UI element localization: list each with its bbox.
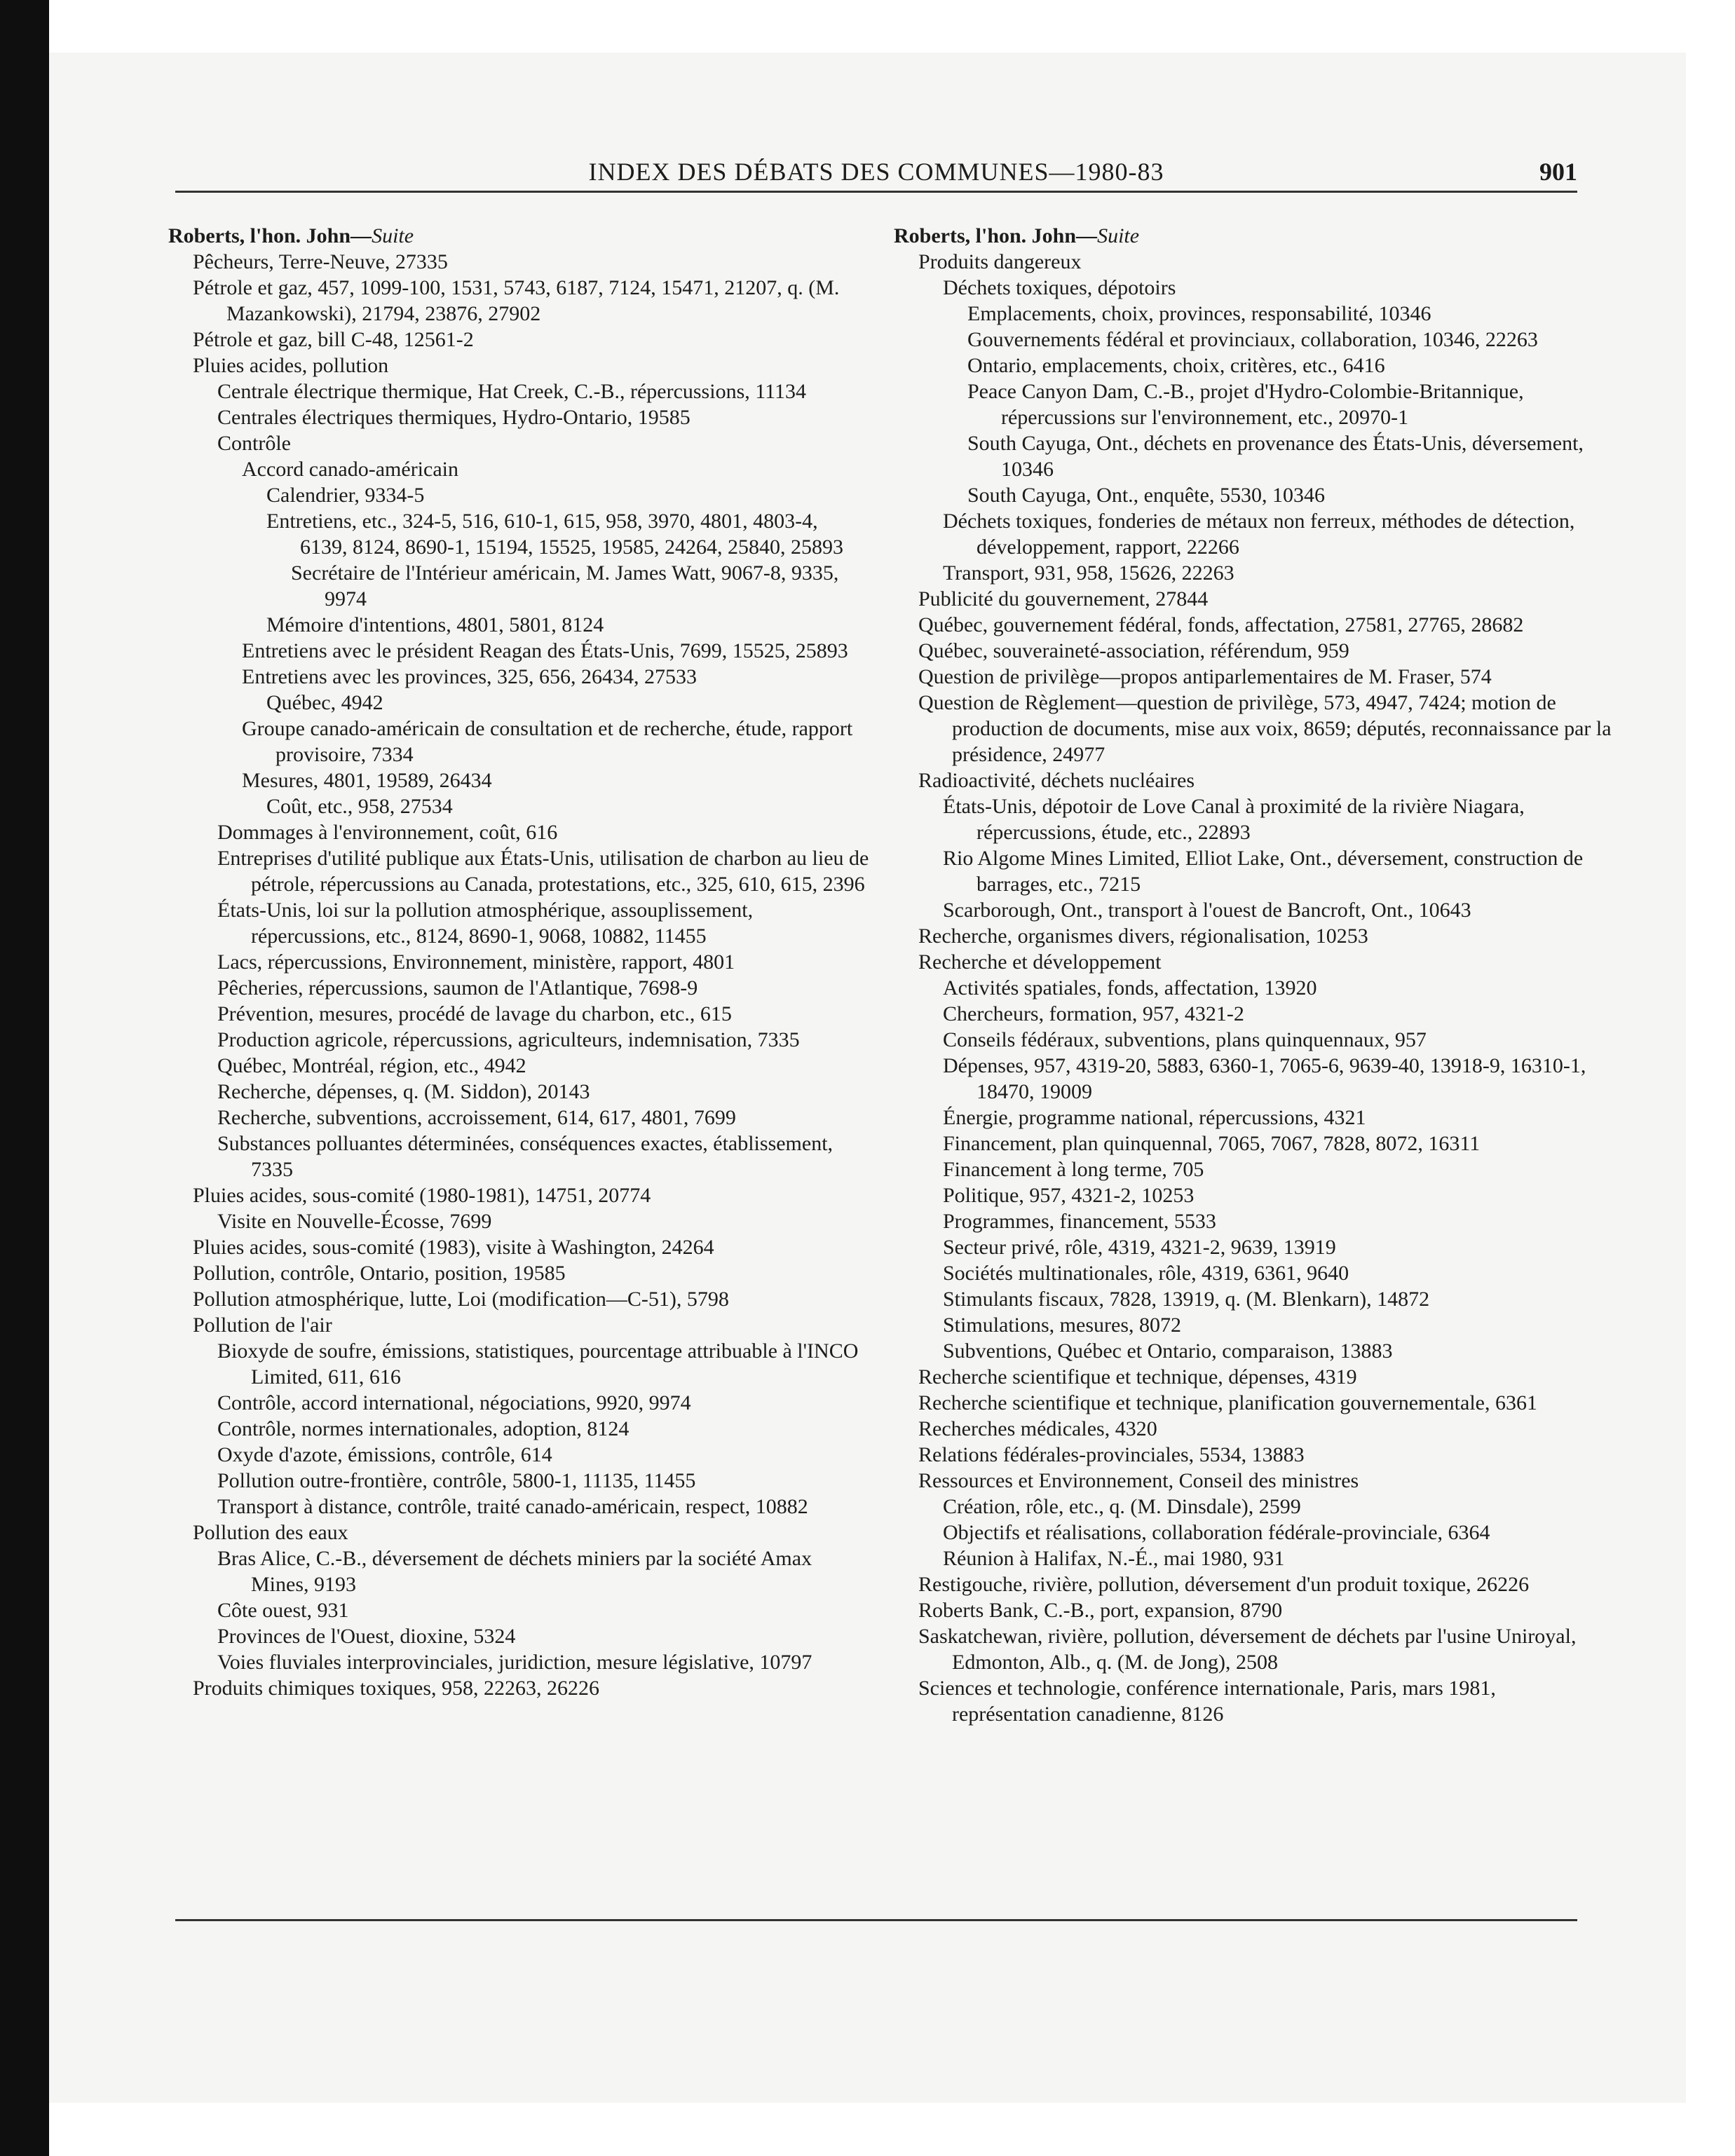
index-entry: Recherches médicales, 4320: [918, 1417, 1157, 1440]
index-entry: Groupe canado-américain de consultation et de recherche, étude, rapport provisoire, 7334: [242, 717, 853, 766]
index-entry: Chercheurs, formation, 957, 4321-2: [943, 1002, 1244, 1025]
index-entry: Centrales électriques thermiques, Hydro-Ontario, 19585: [217, 406, 690, 429]
header-rule: [175, 191, 1577, 193]
index-entry: Rio Algome Mines Limited, Elliot Lake, Ont., déversement, construction de barrages, etc., 7215: [943, 847, 1584, 896]
index-entry: Entretiens, etc., 324-5, 516, 610-1, 615, 958, 3970, 4801, 4803-4, 6139, 8124, 8690-1, 15194, 15525, 19585, 24264, 25840, 25893: [266, 510, 843, 559]
index-entry: Politique, 957, 4321-2, 10253: [943, 1184, 1195, 1207]
index-entry: Entretiens avec le président Reagan des États-Unis, 7699, 15525, 25893: [242, 639, 848, 662]
index-entry: Coût, etc., 958, 27534: [266, 795, 453, 818]
index-entry: Réunion à Halifax, N.-É., mai 1980, 931: [943, 1547, 1285, 1570]
index-entry: Programmes, financement, 5533: [943, 1210, 1216, 1233]
index-entry: Objectifs et réalisations, collaboration fédérale-provinciale, 6364: [943, 1521, 1490, 1544]
continued-heading: [894, 223, 1616, 249]
index-entry: Peace Canyon Dam, C.-B., projet d'Hydro-Colombie-Britannique, répercussions sur l'environnement, etc., 20970-1: [967, 380, 1524, 429]
index-entry: Sciences et technologie, conférence internationale, Paris, mars 1981, représentation canadienne, 8126: [918, 1677, 1496, 1726]
index-entry: Énergie, programme national, répercussions, 4321: [943, 1106, 1366, 1129]
index-entry: Stimulants fiscaux, 7828, 13919, q. (M. Blenkarn), 14872: [943, 1288, 1430, 1311]
index-entry: Entreprises d'utilité publique aux États-Unis, utilisation de charbon au lieu de pétrole, répercussions au Canada, protestations, etc., 325, 610, 615, 2396: [217, 847, 869, 896]
index-entry: Production agricole, répercussions, agriculteurs, indemnisation, 7335: [217, 1028, 800, 1051]
index-entry: Bioxyde de soufre, émissions, statistiques, pourcentage attribuable à l'INCO Limited, 611, 616: [217, 1339, 859, 1389]
index-entry: South Cayuga, Ont., enquête, 5530, 10346: [967, 484, 1325, 507]
index-entry: Québec, 4942: [266, 691, 383, 714]
left-column: [168, 223, 869, 1701]
index-entry: Création, rôle, etc., q. (M. Dinsdale), 2599: [943, 1495, 1301, 1518]
index-entry: Transport à distance, contrôle, traité canado-américain, respect, 10882: [217, 1495, 808, 1518]
index-entry: Pétrole et gaz, 457, 1099-100, 1531, 5743, 6187, 7124, 15471, 21207, q. (M. Mazankowski), 21794, 23876, 27902: [193, 276, 840, 325]
index-entry: Dépenses, 957, 4319-20, 5883, 6360-1, 7065-6, 9639-40, 13918-9, 16310-1, 18470, 19009: [943, 1054, 1586, 1103]
index-entry: Subventions, Québec et Ontario, comparaison, 13883: [943, 1339, 1393, 1363]
page-number: 901: [1539, 158, 1577, 186]
index-entry: Oxyde d'azote, émissions, contrôle, 614: [217, 1443, 552, 1466]
index-entry: Ressources et Environnement, Conseil des ministres: [918, 1469, 1359, 1492]
index-entry: Québec, souveraineté-association, référendum, 959: [918, 639, 1349, 662]
index-entry: Recherche et développement: [918, 950, 1162, 974]
index-entry: Recherche, subventions, accroissement, 614, 617, 4801, 7699: [217, 1106, 736, 1129]
right-column: [894, 223, 1616, 1727]
index-entry: Pollution, contrôle, Ontario, position, 19585: [193, 1262, 566, 1285]
index-entry: Ontario, emplacements, choix, critères, etc., 6416: [967, 354, 1385, 377]
index-entry: Pêcheurs, Terre-Neuve, 27335: [193, 250, 448, 273]
page-header: [175, 154, 1577, 189]
index-entry: Pollution outre-frontière, contrôle, 5800-1, 11135, 11455: [217, 1469, 696, 1492]
index-entry: Déchets toxiques, fonderies de métaux non ferreux, méthodes de détection, développement, rapport, 22266: [943, 510, 1575, 559]
index-entry: Recherche scientifique et technique, dépenses, 4319: [918, 1365, 1357, 1389]
index-entry: Conseils fédéraux, subventions, plans quinquennaux, 957: [943, 1028, 1427, 1051]
index-entry: Pollution des eaux: [193, 1521, 348, 1544]
index-entry: Lacs, répercussions, Environnement, ministère, rapport, 4801: [217, 950, 735, 974]
index-entry: Stimulations, mesures, 8072: [943, 1314, 1181, 1337]
index-entry: États-Unis, loi sur la pollution atmosphérique, assouplissement, répercussions, etc., 8124, 8690-1, 9068, 10882, 11455: [217, 899, 754, 948]
heading-suite: Suite: [372, 224, 414, 247]
index-entry: Secrétaire de l'Intérieur américain, M. James Watt, 9067-8, 9335, 9974: [291, 561, 839, 610]
index-entry: Pollution atmosphérique, lutte, Loi (modification—C-51), 5798: [193, 1288, 729, 1311]
index-entry: Contrôle, accord international, négociations, 9920, 9974: [217, 1391, 691, 1414]
index-entry: Provinces de l'Ouest, dioxine, 5324: [217, 1625, 516, 1648]
index-entry: Scarborough, Ont., transport à l'ouest de Bancroft, Ont., 10643: [943, 899, 1471, 922]
footer-rule: [175, 1919, 1577, 1921]
continued-heading: [168, 223, 869, 249]
index-entry: Contrôle, normes internationales, adoption, 8124: [217, 1417, 630, 1440]
running-title: INDEX DES DÉBATS DES COMMUNES—1980-83: [588, 158, 1164, 186]
index-entry: Pêcheries, répercussions, saumon de l'Atlantique, 7698-9: [217, 976, 698, 999]
index-entry: Pétrole et gaz, bill C-48, 12561-2: [193, 328, 474, 351]
index-entry: Pollution de l'air: [193, 1314, 332, 1337]
index-entry: Accord canado-américain: [242, 458, 458, 481]
index-entry: Québec, Montréal, région, etc., 4942: [217, 1054, 526, 1077]
index-entry: Substances polluantes déterminées, conséquences exactes, établissement, 7335: [217, 1132, 834, 1181]
index-entry: Centrale électrique thermique, Hat Creek, C.-B., répercussions, 11134: [217, 380, 807, 403]
index-entry: Recherche, dépenses, q. (M. Siddon), 20143: [217, 1080, 590, 1103]
index-entry: Entretiens avec les provinces, 325, 656, 26434, 27533: [242, 665, 698, 688]
index-entry: Dommages à l'environnement, coût, 616: [217, 821, 558, 844]
index-entry: South Cayuga, Ont., déchets en provenance des États-Unis, déversement, 10346: [967, 432, 1584, 481]
index-entry: Question de privilège—propos antiparlementaires de M. Fraser, 574: [918, 665, 1492, 688]
heading-name: Roberts, l'hon. John—: [894, 224, 1098, 247]
index-entry: Bras Alice, C.-B., déversement de déchets miniers par la société Amax Mines, 9193: [217, 1547, 812, 1596]
index-entry: Radioactivité, déchets nucléaires: [918, 769, 1195, 792]
index-entry: Recherche, organismes divers, régionalisation, 10253: [918, 925, 1368, 948]
heading-name: Roberts, l'hon. John—: [168, 224, 372, 247]
index-entry: Mémoire d'intentions, 4801, 5801, 8124: [266, 613, 604, 636]
scan-edge: [0, 0, 49, 2156]
index-entry: Financement à long terme, 705: [943, 1158, 1204, 1181]
index-entry: Calendrier, 9334-5: [266, 484, 425, 507]
index-entry: Contrôle: [217, 432, 291, 455]
index-entry: Prévention, mesures, procédé de lavage du charbon, etc., 615: [217, 1002, 732, 1025]
index-entry: Recherche scientifique et technique, planification gouvernementale, 6361: [918, 1391, 1537, 1414]
index-entry: Côte ouest, 931: [217, 1599, 349, 1622]
index-entry: Pluies acides, sous-comité (1980-1981), 14751, 20774: [193, 1184, 651, 1207]
index-entry: Emplacements, choix, provinces, responsabilité, 10346: [967, 302, 1431, 325]
index-entry: Québec, gouvernement fédéral, fonds, affectation, 27581, 27765, 28682: [918, 613, 1524, 636]
index-entry: Transport, 931, 958, 15626, 22263: [943, 561, 1234, 585]
index-entry: Pluies acides, pollution: [193, 354, 389, 377]
index-entry: Produits dangereux: [918, 250, 1082, 273]
index-entry: Activités spatiales, fonds, affectation, 13920: [943, 976, 1317, 999]
index-entry: Financement, plan quinquennal, 7065, 7067, 7828, 8072, 16311: [943, 1132, 1481, 1155]
index-entry: Voies fluviales interprovinciales, juridiction, mesure législative, 10797: [217, 1651, 812, 1674]
index-entry: Secteur privé, rôle, 4319, 4321-2, 9639, 13919: [943, 1236, 1336, 1259]
index-entry: Question de Règlement—question de privilège, 573, 4947, 7424; motion de production de documents, mise aux voix, 8659; députés, reconnaissance par la présidence, 24977: [918, 691, 1612, 766]
index-entries: [168, 249, 869, 1701]
index-entry: États-Unis, dépotoir de Love Canal à proximité de la rivière Niagara, répercussions, étude, etc., 22893: [943, 795, 1525, 844]
index-entry: Gouvernements fédéral et provinciaux, collaboration, 10346, 22263: [967, 328, 1538, 351]
index-entry: Relations fédérales-provinciales, 5534, 13883: [918, 1443, 1305, 1466]
index-entry: Saskatchewan, rivière, pollution, déversement de déchets par l'usine Uniroyal, Edmonton, Alb., q. (M. de Jong), 2508: [918, 1625, 1577, 1674]
index-entry: Produits chimiques toxiques, 958, 22263, 26226: [193, 1677, 599, 1700]
index-entry: Restigouche, rivière, pollution, déversement d'un produit toxique, 26226: [918, 1573, 1530, 1596]
index-entry: Mesures, 4801, 19589, 26434: [242, 769, 492, 792]
index-entry: Déchets toxiques, dépotoirs: [943, 276, 1176, 299]
index-entry: Visite en Nouvelle-Écosse, 7699: [217, 1210, 492, 1233]
heading-suite: Suite: [1097, 224, 1140, 247]
index-entry: Roberts Bank, C.-B., port, expansion, 8790: [918, 1599, 1283, 1622]
index-entry: Publicité du gouvernement, 27844: [918, 587, 1209, 610]
index-entries: [894, 249, 1616, 1727]
index-entry: Sociétés multinationales, rôle, 4319, 6361, 9640: [943, 1262, 1349, 1285]
index-entry: Pluies acides, sous-comité (1983), visite à Washington, 24264: [193, 1236, 714, 1259]
